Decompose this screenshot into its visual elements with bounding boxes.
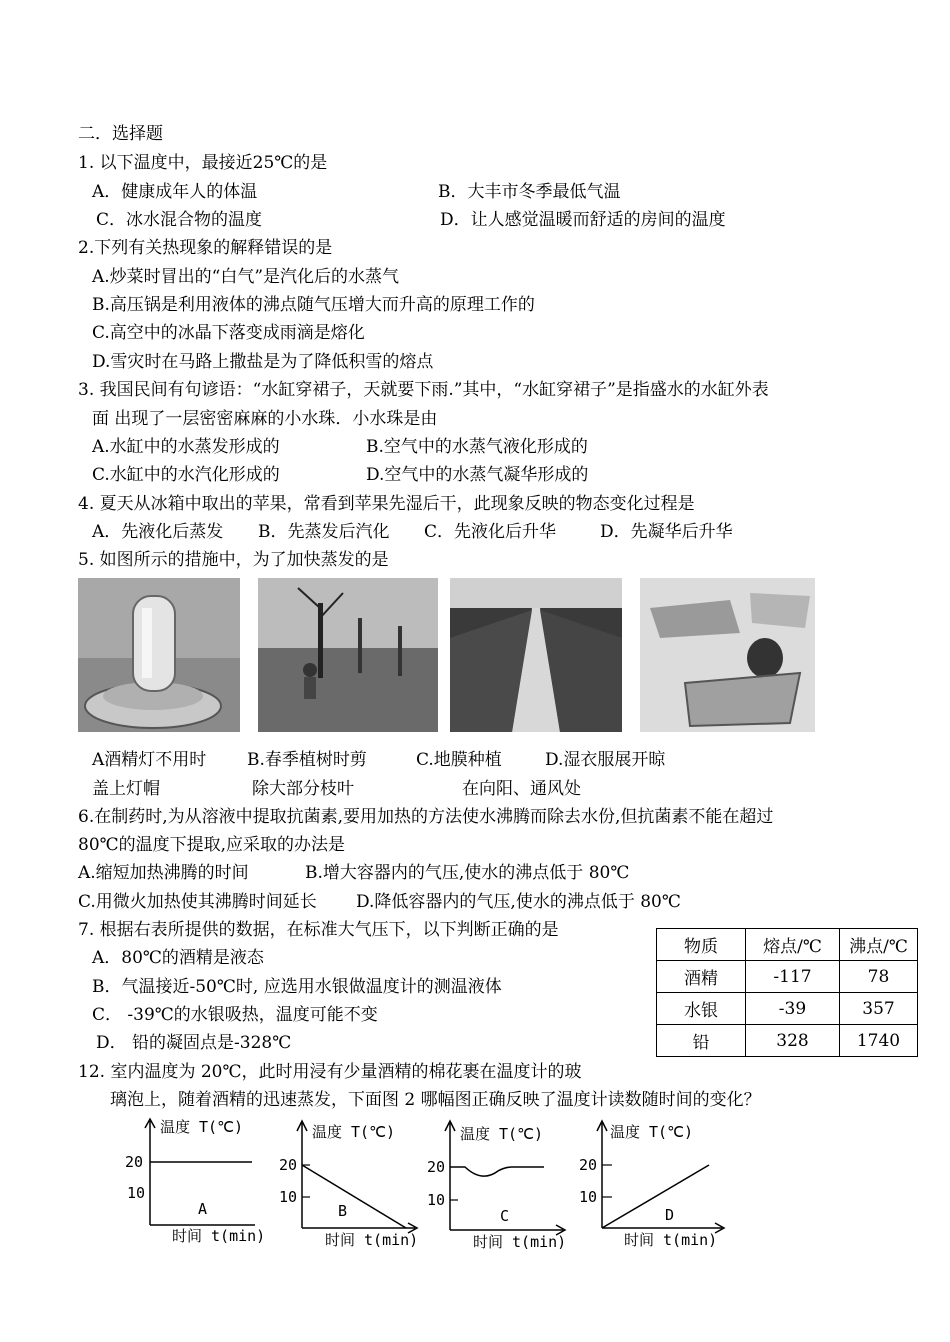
tick-label-20: 20	[279, 1156, 298, 1174]
q2-option-d: D.雪灾时在马路上撒盐是为了降低积雪的熔点	[92, 352, 434, 372]
q5-option-c: C.地膜种植	[416, 750, 502, 770]
q2-stem: 2.下列有关热现象的解释错误的是	[78, 238, 333, 258]
table-cell: 水银	[657, 993, 746, 1025]
q6-stem-line2: 80℃的温度下提取,应采取的办法是	[78, 835, 346, 855]
q1-option-b: B．大丰市冬季最低气温	[438, 182, 621, 202]
tick-label-10: 10	[579, 1188, 598, 1206]
film-planting-photo	[450, 578, 622, 732]
tree-planting-photo	[258, 578, 438, 732]
table-cell: 78	[840, 961, 918, 993]
graph-label: B	[338, 1202, 348, 1220]
q2-option-a: A.炒菜时冒出的“白气”是汽化后的水蒸气	[92, 267, 400, 287]
q1-option-a: A．健康成年人的体温	[92, 182, 258, 202]
tick-label-10: 10	[279, 1188, 298, 1206]
q7-option-a: A．80℃的酒精是液态	[92, 948, 264, 968]
graph-label: C	[500, 1207, 510, 1225]
y-axis-label: 温度 T(℃)	[160, 1118, 243, 1136]
q12-stem-line1: 12. 室内温度为 20℃，此时用浸有少量酒精的棉花裹在温度计的玻	[78, 1062, 582, 1082]
tick-label-20: 20	[427, 1158, 446, 1176]
q4-option-d: D．先凝华后升华	[600, 522, 733, 542]
tick-label-20: 20	[579, 1156, 598, 1174]
q6-option-d: D.降低容器内的气压,使水的沸点低于 80℃	[356, 892, 681, 912]
temperature-curve	[302, 1165, 406, 1228]
q6-option-a: A.缩短加热沸腾的时间	[78, 863, 249, 883]
table-header-cell: 熔点/℃	[746, 929, 840, 961]
table-cell: 357	[840, 993, 918, 1025]
q5-option-d-line1: D.湿衣服展开晾	[545, 750, 666, 770]
graph-d	[572, 1115, 732, 1255]
q7-stem: 7. 根据右表所提供的数据，在标准大气压下，以下判断正确的是	[78, 920, 559, 940]
graph-label: A	[198, 1200, 208, 1218]
q1-option-d: D．让人感觉温暖而舒适的房间的温度	[440, 210, 726, 230]
y-axis-label: 温度 T(℃)	[610, 1123, 693, 1141]
q3-option-c: C.水缸中的水汽化形成的	[92, 465, 280, 485]
q5-option-b-line1: B.春季植树时剪	[247, 750, 367, 770]
q6-option-c: C.用微火加热使其沸腾时间延长	[78, 892, 317, 912]
q5-stem: 5. 如图所示的措施中，为了加快蒸发的是	[78, 550, 389, 570]
substance-properties-table	[656, 928, 918, 1057]
graph-a	[120, 1115, 280, 1255]
table-header-cell: 物质	[657, 929, 746, 961]
table-cell: -39	[746, 993, 840, 1025]
q5-option-a-line2: 盖上灯帽	[92, 779, 160, 799]
tick-label-10: 10	[127, 1184, 146, 1202]
table-cell: 酒精	[657, 961, 746, 993]
q3-option-d: D.空气中的水蒸气凝华形成的	[366, 465, 589, 485]
graph-b	[272, 1115, 432, 1255]
x-axis-label: 时间 t(min)	[624, 1231, 718, 1249]
table-header-cell: 沸点/℃	[840, 929, 918, 961]
temperature-curve	[450, 1167, 544, 1176]
x-axis-label: 时间 t(min)	[172, 1227, 266, 1245]
table-cell: -117	[746, 961, 840, 993]
drying-clothes-photo	[640, 578, 815, 732]
q2-option-b: B.高压锅是利用液体的沸点随气压增大而升高的原理工作的	[92, 295, 535, 315]
table-row	[657, 961, 918, 993]
tick-label-20: 20	[125, 1153, 144, 1171]
q7-option-c: C． -39℃的水银吸热，温度可能不变	[92, 1005, 378, 1025]
q5-option-b-line2: 除大部分枝叶	[252, 779, 354, 799]
table-row	[657, 1025, 918, 1057]
graph-label: D	[665, 1206, 675, 1224]
q6-option-b: B.增大容器内的气压,使水的沸点低于 80℃	[305, 863, 630, 883]
q4-option-a: A．先液化后蒸发	[92, 522, 224, 542]
table-cell: 1740	[840, 1025, 918, 1057]
q5-option-a-line1: A酒精灯不用时	[92, 750, 207, 770]
alcohol-lamp-photo	[78, 578, 240, 732]
x-axis-label: 时间 t(min)	[473, 1233, 567, 1251]
q1-option-c: C．冰水混合物的温度	[96, 210, 263, 230]
q3-stem-line2: 面 出现了一层密密麻麻的小水珠．小水珠是由	[92, 409, 438, 429]
table-cell: 328	[746, 1025, 840, 1057]
q1-stem: 1. 以下温度中，最接近25℃的是	[78, 153, 328, 173]
table-header-row	[657, 929, 918, 961]
q12-stem-line2: 璃泡上，随着酒精的迅速蒸发，下面图 2 哪幅图正确反映了温度计读数随时间的变化？	[110, 1090, 761, 1110]
q4-stem: 4. 夏天从冰箱中取出的苹果，常看到苹果先湿后干，此现象反映的物态变化过程是	[78, 494, 695, 514]
y-axis-label: 温度 T(℃)	[460, 1125, 543, 1143]
temperature-curve	[602, 1165, 709, 1228]
q3-option-b: B.空气中的水蒸气液化形成的	[366, 437, 588, 457]
graph-c	[420, 1115, 580, 1255]
q5-option-d-line2: 在向阳、通风处	[462, 779, 581, 799]
q4-option-c: C．先液化后升华	[424, 522, 557, 542]
q7-option-b: B．气温接近-50℃时, 应选用水银做温度计的测温液体	[92, 977, 502, 997]
y-axis-label: 温度 T(℃)	[312, 1123, 395, 1141]
x-axis-label: 时间 t(min)	[325, 1231, 419, 1249]
table-cell: 铅	[657, 1025, 746, 1057]
q3-stem-line1: 3. 我国民间有句谚语：“水缸穿裙子，天就要下雨.”其中，“水缸穿裙子”是指盛水的水缸外表	[78, 380, 769, 400]
section-title: 二．选择题	[78, 124, 163, 144]
q2-option-c: C.高空中的冰晶下落变成雨滴是熔化	[92, 323, 365, 343]
q3-option-a: A.水缸中的水蒸发形成的	[92, 437, 280, 457]
q4-option-b: B．先蒸发后汽化	[258, 522, 390, 542]
tick-label-10: 10	[427, 1191, 446, 1209]
q6-stem-line1: 6.在制药时,为从溶液中提取抗菌素,要用加热的方法使水沸腾而除去水份,但抗菌素不能在超过	[78, 807, 774, 827]
table-row	[657, 993, 918, 1025]
q7-option-d: D． 铅的凝固点是-328℃	[96, 1033, 292, 1053]
